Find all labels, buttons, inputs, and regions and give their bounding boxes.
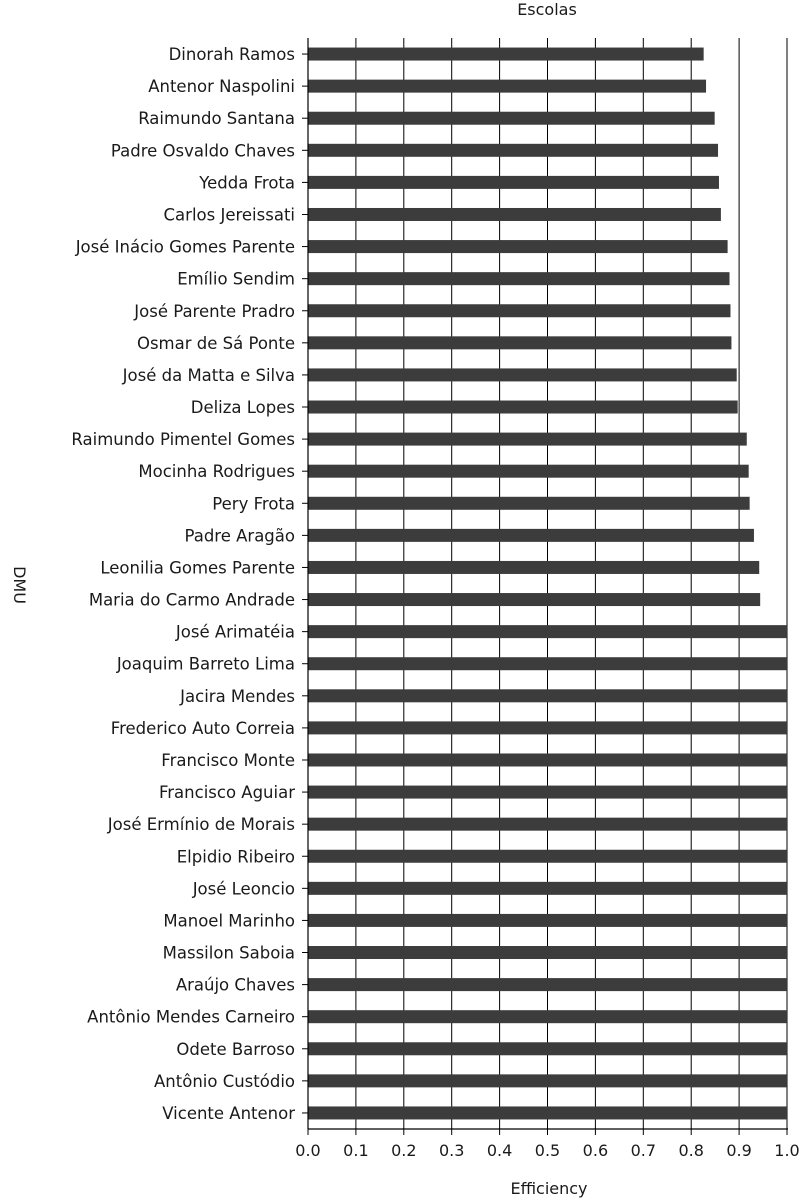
category-label: Leonilia Gomes Parente [100, 558, 295, 578]
x-tick-label: 0.4 [486, 1141, 513, 1160]
category-label: Deliza Lopes [190, 398, 295, 418]
bar [308, 240, 728, 253]
x-tick-label: 0.2 [391, 1141, 417, 1160]
bar [308, 914, 787, 927]
category-label: José da Matta e Silva [122, 365, 295, 385]
category-label: Osmar de Sá Ponte [136, 333, 295, 353]
category-label: Antônio Custódio [154, 1071, 295, 1091]
bar [308, 1106, 787, 1119]
x-axis-title: Efficiency [510, 1179, 588, 1198]
category-label: Dinorah Ramos [168, 45, 295, 65]
x-tick-label: 0.7 [630, 1141, 657, 1160]
category-label: Antônio Mendes Carneiro [87, 1007, 295, 1027]
bar [308, 48, 704, 61]
category-label: Pery Frota [212, 494, 295, 514]
bar [308, 721, 787, 734]
category-labels [71, 45, 295, 1123]
x-tick-label: 0.1 [343, 1141, 369, 1160]
x-tick-label: 1.0 [774, 1141, 800, 1160]
bar [308, 112, 715, 125]
bar [308, 625, 787, 638]
category-label: Padre Aragão [184, 526, 295, 546]
bar [308, 657, 787, 670]
bar [308, 144, 718, 157]
category-label: José Ermínio de Morais [107, 815, 295, 835]
bar [308, 786, 787, 799]
category-label: Joaquim Barreto Lima [116, 654, 295, 674]
bar [308, 368, 737, 381]
bar [308, 561, 759, 574]
category-label: Massilon Saboia [162, 943, 295, 963]
category-label: Raimundo Santana [138, 109, 295, 129]
bar [308, 978, 787, 991]
bar [308, 850, 787, 863]
category-label: Elpidio Ribeiro [176, 847, 295, 867]
category-label: Mocinha Rodrigues [138, 462, 295, 482]
category-label: José Arimatéia [175, 622, 295, 642]
gridlines [308, 38, 787, 1129]
bar [308, 818, 787, 831]
category-label: Araújo Chaves [175, 975, 295, 995]
category-label: José Inácio Gomes Parente [75, 237, 295, 257]
bar [308, 1042, 787, 1055]
category-label: Frederico Auto Correia [110, 718, 295, 738]
category-label: Carlos Jereissati [163, 205, 295, 225]
bar [308, 497, 750, 510]
bar [308, 208, 721, 221]
bar [308, 176, 719, 189]
bar [308, 946, 787, 959]
category-label: Francisco Monte [161, 750, 295, 770]
bar [308, 1010, 787, 1023]
bar [308, 882, 787, 895]
category-label: José Parente Pradro [134, 301, 295, 321]
category-label: Francisco Aguiar [158, 783, 295, 803]
bar [308, 593, 760, 606]
category-label: Vicente Antenor [162, 1103, 295, 1123]
x-tick-label: 0.3 [438, 1141, 465, 1160]
x-tick-label: 0.6 [582, 1141, 609, 1160]
category-label: Raimundo Pimentel Gomes [71, 430, 295, 450]
bar [308, 80, 706, 93]
bar [308, 529, 754, 542]
y-axis-title: DMU [10, 566, 29, 604]
bar [308, 401, 738, 414]
bar [308, 336, 731, 349]
category-label: Yedda Frota [199, 173, 295, 193]
category-label: José Leoncio [192, 879, 295, 899]
bar [308, 753, 787, 766]
category-label: Jacira Mendes [180, 686, 295, 706]
chart-title: Escolas [517, 0, 577, 19]
bar [308, 272, 730, 285]
bar [308, 689, 787, 702]
bar [308, 304, 730, 317]
category-label: Emílio Sendim [177, 269, 295, 289]
axes [302, 38, 788, 1135]
x-tick-label: 0.9 [726, 1141, 752, 1160]
x-tick-label: 0.0 [295, 1141, 321, 1160]
bar [308, 433, 747, 446]
category-label: Antenor Naspolini [148, 77, 295, 97]
x-tick-label: 0.8 [678, 1141, 704, 1160]
category-label: Manoel Marinho [163, 911, 295, 931]
x-tick-label: 0.5 [534, 1141, 561, 1160]
bar [308, 1074, 787, 1087]
category-label: Padre Osvaldo Chaves [110, 141, 295, 161]
bar [308, 465, 749, 478]
category-label: Odete Barroso [176, 1039, 295, 1059]
x-tick-labels [295, 1141, 799, 1160]
category-label: Maria do Carmo Andrade [88, 590, 295, 610]
